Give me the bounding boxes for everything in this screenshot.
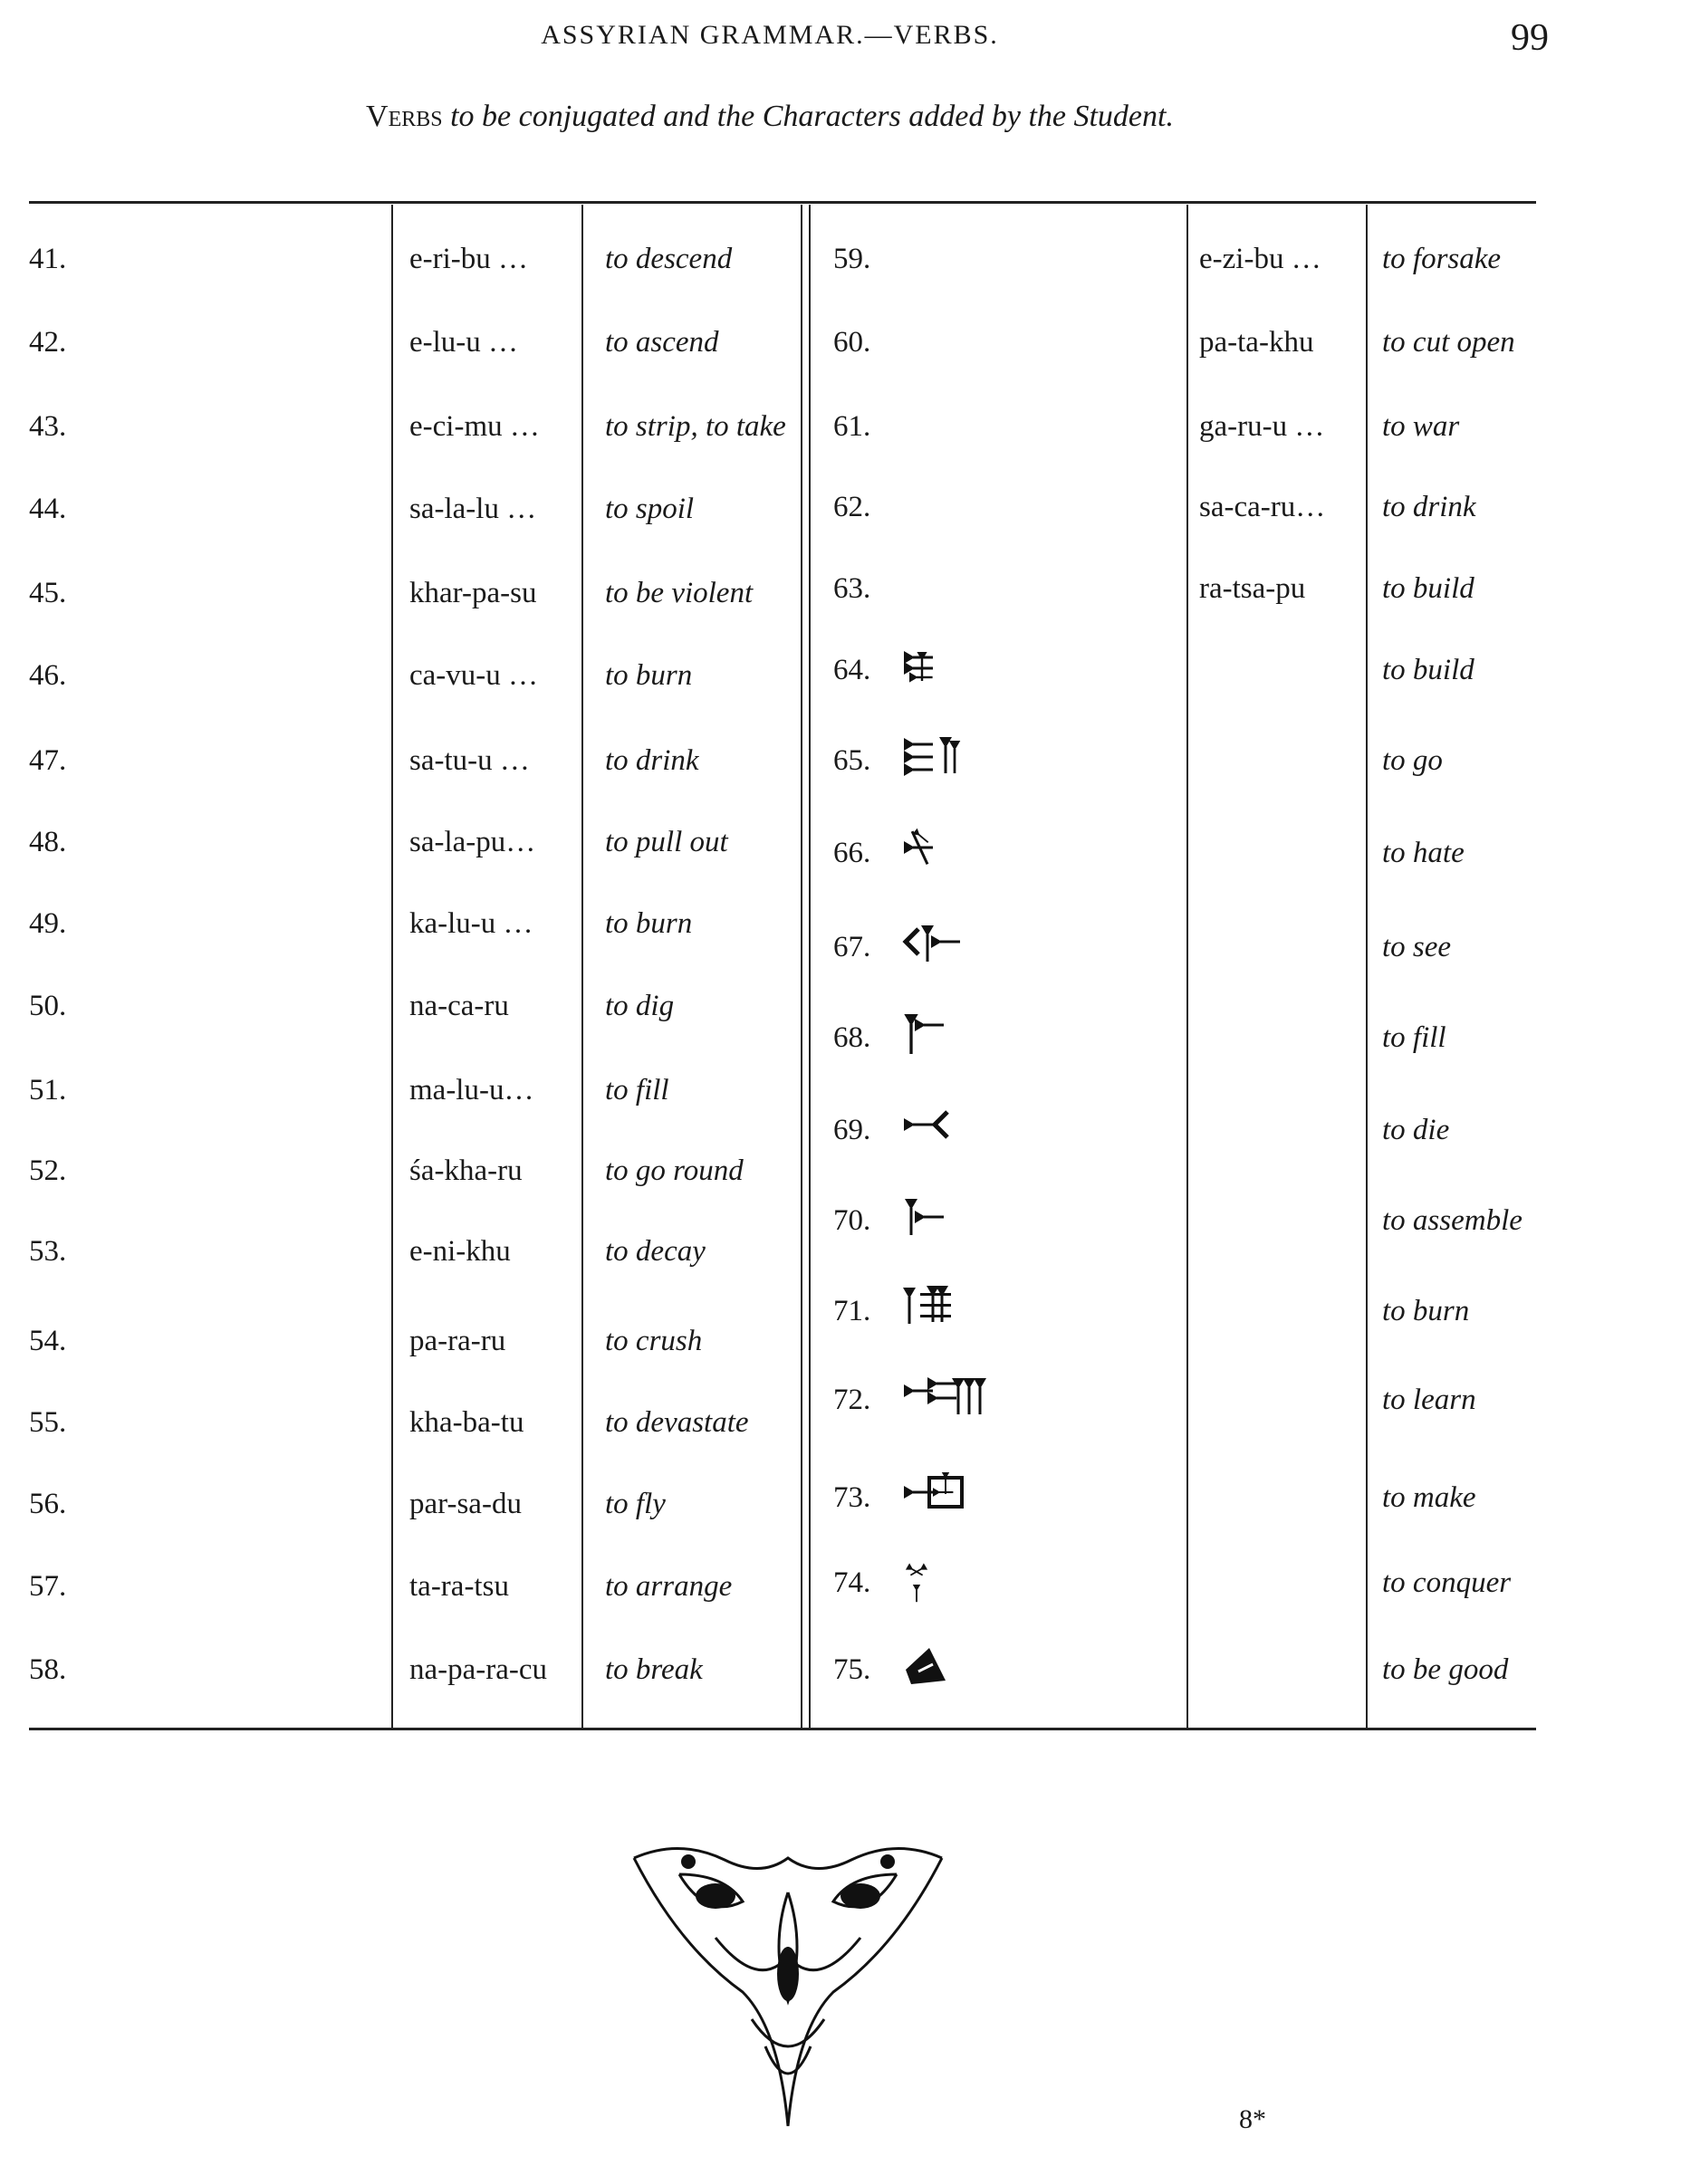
row-number: 45. — [29, 577, 67, 609]
english-meaning: to be violent — [605, 577, 754, 609]
row-number: 74. — [833, 1566, 871, 1599]
english-meaning: to forsake — [1382, 243, 1502, 275]
cuneiform-sign-70 — [902, 1192, 993, 1247]
row-number: 66. — [833, 837, 871, 869]
page-number: 99 — [1511, 17, 1549, 59]
row-number: 62. — [833, 491, 871, 523]
transliteration: e-ni-khu — [409, 1235, 511, 1268]
cuneiform-sign-66 — [902, 824, 993, 879]
english-meaning: to fly — [605, 1488, 666, 1520]
english-meaning: to conquer — [1382, 1566, 1512, 1599]
column-rule-5 — [1366, 205, 1368, 1728]
row-number: 61. — [833, 410, 871, 443]
english-meaning: to assemble — [1382, 1204, 1523, 1237]
row-number: 43. — [29, 410, 67, 443]
english-meaning: to hate — [1382, 837, 1465, 869]
english-meaning: to war — [1382, 410, 1460, 443]
cuneiform-sign-67 — [902, 918, 993, 973]
transliteration: ma-lu-u… — [409, 1074, 534, 1106]
row-number: 42. — [29, 326, 67, 359]
english-meaning: to burn — [605, 659, 693, 692]
transliteration: pa-ta-khu — [1199, 326, 1314, 359]
cuneiform-sign-74 — [902, 1554, 993, 1609]
english-meaning: to burn — [1382, 1295, 1470, 1327]
subtitle-caps: Verbs — [366, 100, 443, 133]
cuneiform-sign-69 — [902, 1101, 993, 1156]
transliteration: ga-ru-u … — [1199, 410, 1325, 443]
english-meaning: to burn — [605, 907, 693, 940]
transliteration: sa-la-lu … — [409, 493, 537, 525]
row-number: 63. — [833, 572, 871, 605]
transliteration: e-lu-u … — [409, 326, 519, 359]
transliteration: na-pa-ra-cu — [409, 1653, 548, 1686]
row-number: 73. — [833, 1481, 871, 1514]
transliteration: ra-tsa-pu — [1199, 572, 1306, 605]
english-meaning: to fill — [605, 1074, 669, 1106]
english-meaning: to fill — [1382, 1021, 1446, 1054]
transliteration: na-ca-ru — [409, 990, 509, 1022]
transliteration: pa-ra-ru — [409, 1325, 506, 1357]
page-subtitle — [0, 100, 1540, 134]
transliteration: sa-tu-u … — [409, 744, 530, 777]
english-meaning: to go — [1382, 744, 1443, 777]
english-meaning: to build — [1382, 572, 1474, 605]
floral-tailpiece-ornament — [625, 1838, 951, 2132]
row-number: 50. — [29, 990, 67, 1022]
cuneiform-sign-73 — [902, 1469, 993, 1524]
row-number: 72. — [833, 1384, 871, 1416]
cuneiform-sign-68 — [902, 1009, 993, 1064]
row-number: 51. — [29, 1074, 67, 1106]
row-number: 59. — [833, 243, 871, 275]
english-meaning: to pull out — [605, 826, 728, 858]
transliteration: khar-pa-su — [409, 577, 537, 609]
english-meaning: to spoil — [605, 493, 695, 525]
english-meaning: to die — [1382, 1114, 1450, 1146]
english-meaning: to learn — [1382, 1384, 1476, 1416]
english-meaning: to descend — [605, 243, 733, 275]
row-number: 60. — [833, 326, 871, 359]
cuneiform-sign-75 — [902, 1641, 993, 1696]
row-number: 64. — [833, 654, 871, 686]
subtitle-rest: to be conjugated and the Characters added by the Student. — [442, 100, 1174, 133]
english-meaning: to break — [605, 1653, 703, 1686]
row-number: 41. — [29, 243, 67, 275]
transliteration: e-zi-bu … — [1199, 243, 1321, 275]
english-meaning: to see — [1382, 931, 1452, 963]
transliteration: sa-ca-ru… — [1199, 491, 1326, 523]
row-number: 70. — [833, 1204, 871, 1237]
english-meaning: to be good — [1382, 1653, 1509, 1686]
english-meaning: to build — [1382, 654, 1474, 686]
table-bottom-rule — [29, 1728, 1536, 1730]
transliteration: śa-kha-ru — [409, 1154, 523, 1187]
column-rule-4 — [1186, 205, 1188, 1728]
transliteration: e-ci-mu … — [409, 410, 540, 443]
english-meaning: to crush — [605, 1325, 703, 1357]
english-meaning: to drink — [605, 744, 699, 777]
english-meaning: to ascend — [605, 326, 719, 359]
column-rule-1 — [391, 205, 393, 1728]
running-head: ASSYRIAN GRAMMAR.—VERBS. — [541, 20, 999, 50]
row-number: 44. — [29, 493, 67, 525]
column-rule-3a — [801, 205, 802, 1728]
english-meaning: to arrange — [605, 1570, 733, 1603]
row-number: 46. — [29, 659, 67, 692]
row-number: 56. — [29, 1488, 67, 1520]
row-number: 53. — [29, 1235, 67, 1268]
transliteration: ca-vu-u … — [409, 659, 539, 692]
row-number: 71. — [833, 1295, 871, 1327]
cuneiform-sign-72 — [902, 1371, 993, 1426]
english-meaning: to go round — [605, 1154, 744, 1187]
transliteration: ta-ra-tsu — [409, 1570, 509, 1603]
transliteration: kha-ba-tu — [409, 1406, 524, 1439]
row-number: 55. — [29, 1406, 67, 1439]
cuneiform-sign-71 — [902, 1282, 993, 1337]
row-number: 54. — [29, 1325, 67, 1357]
transliteration: par-sa-du — [409, 1488, 522, 1520]
column-rule-2 — [581, 205, 583, 1728]
table-top-rule — [29, 201, 1536, 204]
signature-mark: 8* — [1239, 2104, 1266, 2134]
row-number: 69. — [833, 1114, 871, 1146]
row-number: 47. — [29, 744, 67, 777]
cuneiform-sign-64 — [902, 641, 993, 696]
english-meaning: to strip, to take — [605, 410, 786, 443]
cuneiform-sign-65 — [902, 732, 993, 787]
row-number: 67. — [833, 931, 871, 963]
english-meaning: to decay — [605, 1235, 706, 1268]
row-number: 57. — [29, 1570, 67, 1603]
row-number: 68. — [833, 1021, 871, 1054]
transliteration: sa-la-pu… — [409, 826, 536, 858]
english-meaning: to make — [1382, 1481, 1476, 1514]
english-meaning: to devastate — [605, 1406, 749, 1439]
transliteration: ka-lu-u … — [409, 907, 533, 940]
row-number: 58. — [29, 1653, 67, 1686]
row-number: 48. — [29, 826, 67, 858]
english-meaning: to dig — [605, 990, 675, 1022]
row-number: 52. — [29, 1154, 67, 1187]
column-rule-3b — [809, 205, 811, 1728]
english-meaning: to drink — [1382, 491, 1476, 523]
english-meaning: to cut open — [1382, 326, 1515, 359]
row-number: 65. — [833, 744, 871, 777]
row-number: 49. — [29, 907, 67, 940]
row-number: 75. — [833, 1653, 871, 1686]
transliteration: e-ri-bu … — [409, 243, 529, 275]
